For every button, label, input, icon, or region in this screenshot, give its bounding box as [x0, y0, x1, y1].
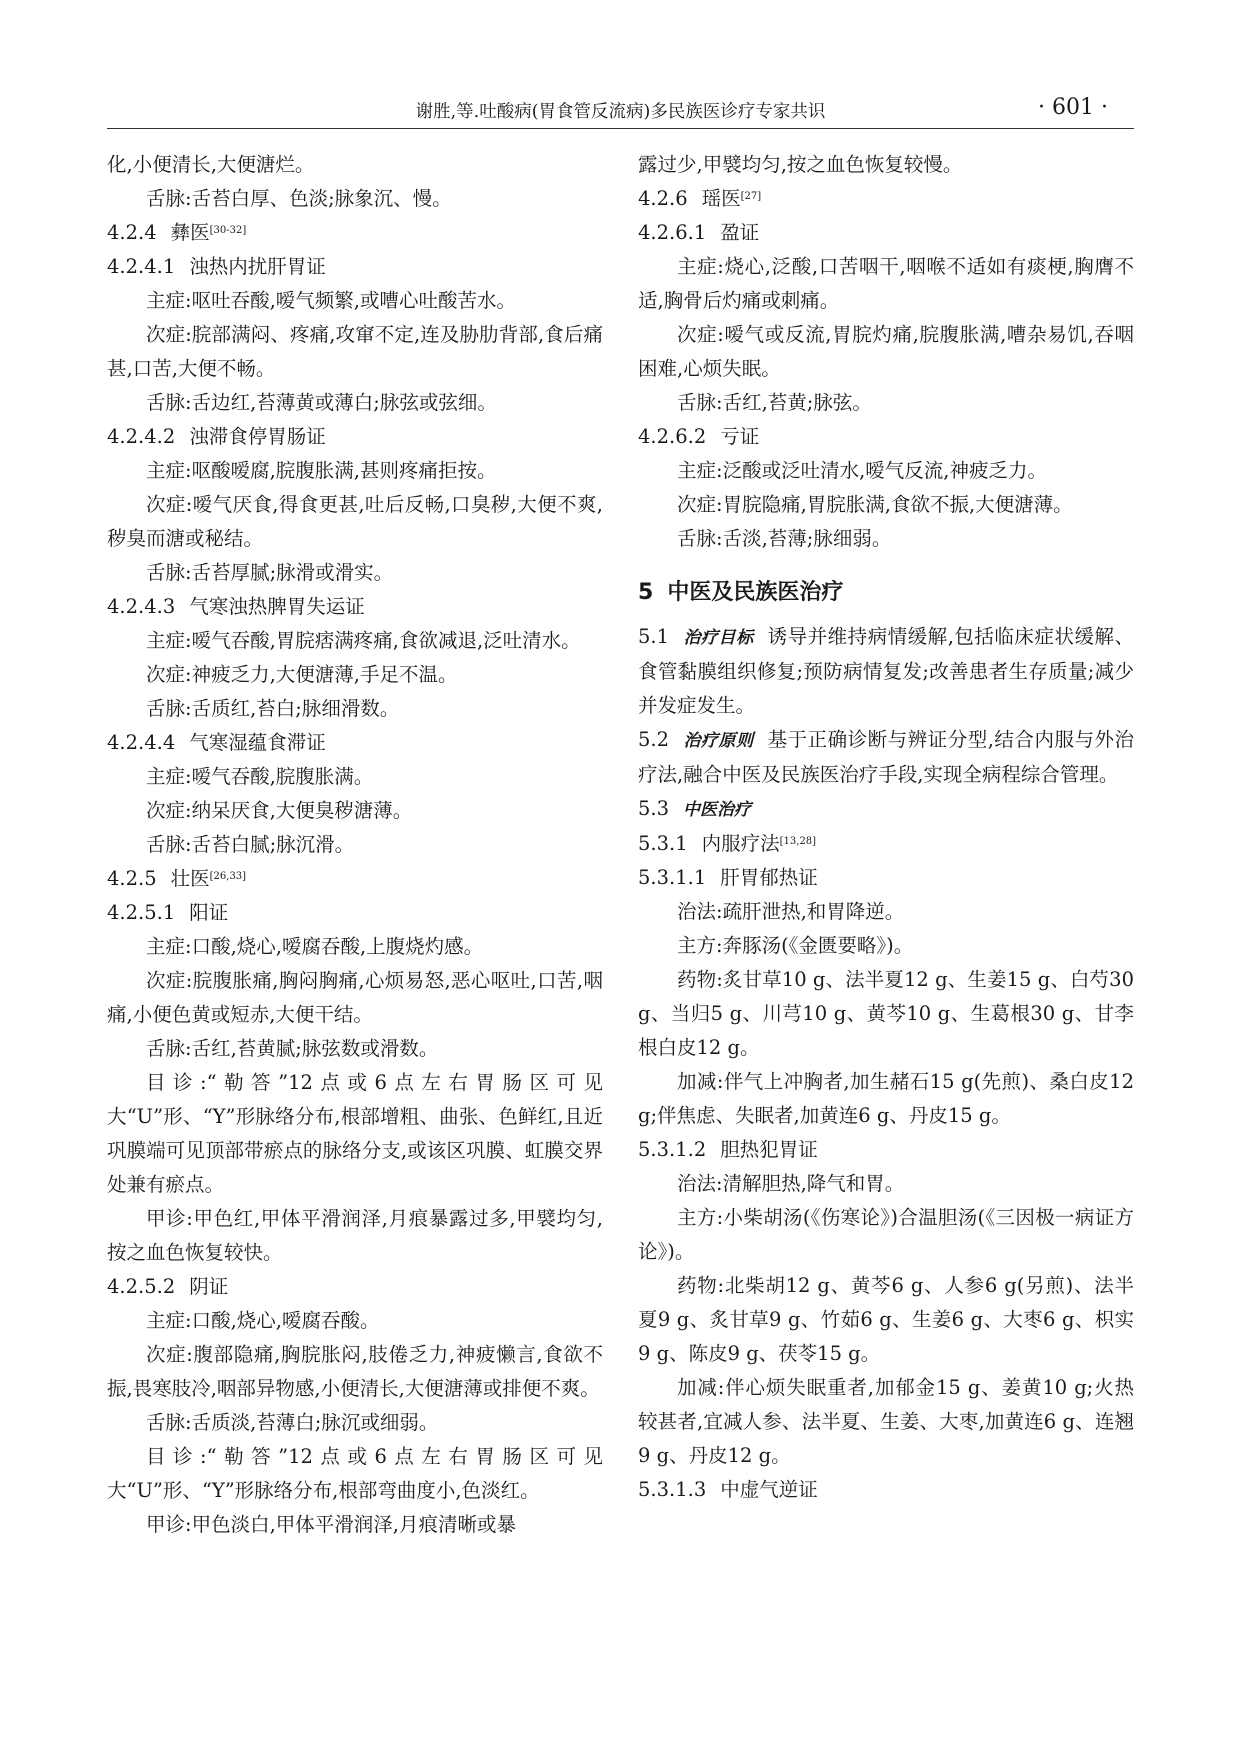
paragraph: 舌脉:舌质淡,苔薄白;脉沉或细弱。 [146, 1411, 439, 1434]
paragraph: 甲诊:甲色淡白,甲体平滑润泽,月痕清晰或暴 [146, 1513, 516, 1536]
subsection-heading [638, 1473, 1134, 1507]
right-column [638, 148, 1134, 1507]
section-number: 4.2.4.1 [107, 255, 176, 278]
section-title: 阴证 [189, 1275, 229, 1298]
section-number: 5.3.1.2 [638, 1138, 707, 1161]
paragraph: 甲诊:甲色红,甲体平滑润泽,月痕暴露过多,甲襞均匀,按之血色恢复较快。 [107, 1207, 603, 1264]
paragraph: 次症:脘部满闷、疼痛,攻窜不定,连及胁肋背部,食后痛甚,口苦,大便不畅。 [107, 323, 603, 380]
section-title: 亏证 [720, 425, 760, 448]
section-number: 4.2.4 [107, 221, 157, 244]
section-title: 中医及民族医治疗 [667, 580, 844, 605]
section-number: 5.3.1.1 [638, 866, 707, 889]
labeled-paragraph [638, 620, 1134, 723]
subsection-heading [638, 182, 1134, 216]
labeled-paragraph [638, 723, 1134, 792]
paragraph-text: 基于正确诊断与辨证分型,结合内服与外治疗法,融合中医及民族医治疗手段,实现全病程综合管理。 [638, 728, 1134, 786]
paragraph: 主症:口酸,烧心,嗳腐吞酸。 [146, 1309, 380, 1332]
subsection-heading [107, 590, 603, 624]
citation: [30-32] [209, 225, 247, 236]
paragraph: 主症:呕酸嗳腐,脘腹胀满,甚则疼痛拒按。 [146, 459, 497, 482]
paragraph-continued: 化,小便清长,大便溏烂。 [107, 153, 315, 176]
paragraph: 治法:疏肝泄热,和胃降逆。 [677, 900, 905, 923]
section-number: 4.2.6 [638, 187, 688, 210]
subsection-heading [638, 827, 1134, 861]
paragraph: 舌脉:舌苔白腻;脉沉滑。 [146, 833, 355, 856]
paragraph: 舌脉:舌质红,苔白;脉细滑数。 [146, 697, 400, 720]
paragraph: 次症:神疲乏力,大便溏薄,手足不温。 [146, 663, 458, 686]
subsection-heading [107, 862, 603, 896]
subsection-heading [107, 420, 603, 454]
left-column [107, 148, 603, 1542]
paragraph: 舌脉:舌红,苔黄;脉弦。 [677, 391, 872, 414]
citation: [27] [740, 191, 762, 202]
paragraph: 次症:嗳气或反流,胃脘灼痛,脘腹胀满,嘈杂易饥,吞咽困难,心烦失眠。 [638, 323, 1134, 380]
section-title: 胆热犯胃证 [720, 1138, 818, 1161]
section-number: 5 [638, 580, 654, 605]
subsection-heading [107, 250, 603, 284]
running-header [107, 92, 1134, 129]
paragraph: 舌脉:舌边红,苔薄黄或薄白;脉弦或弦细。 [146, 391, 497, 414]
section-title: 瑶医 [701, 187, 741, 210]
section-number: 5.1 [638, 625, 670, 648]
subsection-heading [107, 896, 603, 930]
paragraph: 主症:口酸,烧心,嗳腐吞酸,上腹烧灼感。 [146, 935, 484, 958]
section-number: 5.3.1.3 [638, 1478, 707, 1501]
subsection-heading [638, 420, 1134, 454]
section-title: 中虚气逆证 [720, 1478, 818, 1501]
subsection-heading [107, 726, 603, 760]
section-title: 盈证 [720, 221, 760, 244]
paragraph: 加减:伴心烦失眠重者,加郁金15 g、姜黄10 g;火热较甚者,宜减人参、法半夏、生姜、大枣,加黄连6 g、连翘9 g、丹皮12 g。 [638, 1376, 1134, 1467]
paragraph: 次症:脘腹胀痛,胸闷胸痛,心烦易怒,恶心呕吐,口苦,咽痛,小便色黄或短赤,大便干结。 [107, 969, 603, 1026]
section-title: 气寒浊热脾胃失运证 [189, 595, 365, 618]
paragraph: 目诊:“勒答”12点或6点左右胃肠区可见大“U”形、“Y”形脉络分布,根部增粗、曲张、色鲜红,且近巩膜端可见顶部带瘀点的脉络分支,或该区巩膜、虹膜交界处兼有瘀点。 [107, 1071, 603, 1196]
paragraph: 主症:呕吐吞酸,嗳气频繁,或嘈心吐酸苦水。 [146, 289, 516, 312]
section-label: 治疗原则 [683, 731, 754, 751]
paragraph: 次症:腹部隐痛,胸脘胀闷,肢倦乏力,神疲懒言,食欲不振,畏寒肢冷,咽部异物感,小便清长,大便溏薄或排便不爽。 [107, 1343, 603, 1400]
section-number: 4.2.6.1 [638, 221, 707, 244]
paragraph: 主方:小柴胡汤(《伤寒论》)合温胆汤(《三因极一病证方论》)。 [638, 1206, 1134, 1263]
subsection-heading [638, 861, 1134, 895]
section-heading [638, 576, 1134, 610]
paragraph: 药物:北柴胡12 g、黄芩6 g、人参6 g(另煎)、法半夏9 g、炙甘草9 g、竹茹6 g、生姜6 g、大枣6 g、枳实9 g、陈皮9 g、茯苓15 g。 [638, 1274, 1134, 1365]
subsection-heading [638, 216, 1134, 250]
section-number: 4.2.4.2 [107, 425, 176, 448]
section-number: 4.2.4.4 [107, 731, 176, 754]
paragraph: 主症:泛酸或泛吐清水,嗳气反流,神疲乏力。 [677, 459, 1047, 482]
section-number: 5.3.1 [638, 832, 688, 855]
section-number: 4.2.4.3 [107, 595, 176, 618]
citation: [26,33] [209, 871, 247, 882]
paragraph: 次症:胃脘隐痛,胃脘胀满,食欲不振,大便溏薄。 [677, 493, 1073, 516]
section-title: 浊热内扰肝胃证 [189, 255, 326, 278]
section-title: 阳证 [189, 901, 229, 924]
paragraph: 治法:清解胆热,降气和胃。 [677, 1172, 905, 1195]
section-number: 4.2.5.1 [107, 901, 176, 924]
section-title: 内服疗法 [701, 832, 780, 855]
page-number: · 601 · [1038, 95, 1108, 120]
section-number: 5.2 [638, 728, 670, 751]
paragraph: 舌脉:舌红,苔黄腻;脉弦数或滑数。 [146, 1037, 439, 1060]
subsection-heading [107, 1270, 603, 1304]
paragraph: 目诊:“勒答”12点或6点左右胃肠区可见大“U”形、“Y”形脉络分布,根部弯曲度小,色淡红。 [107, 1445, 603, 1502]
paragraph-continued: 露过少,甲襞均匀,按之血色恢复较慢。 [638, 153, 963, 176]
section-title: 气寒湿蕴食滞证 [189, 731, 326, 754]
citation: [13,28] [779, 836, 817, 847]
paragraph: 主方:奔豚汤(《金匮要略》)。 [677, 934, 914, 957]
paragraph: 药物:炙甘草10 g、法半夏12 g、生姜15 g、白芍30 g、当归5 g、川芎10 g、黄芩10 g、生葛根30 g、甘李根白皮12 g。 [638, 968, 1134, 1059]
paragraph: 主症:烧心,泛酸,口苦咽干,咽喉不适如有痰梗,胸膺不适,胸骨后灼痛或刺痛。 [638, 255, 1134, 312]
section-number: 4.2.5 [107, 867, 157, 890]
paragraph: 舌脉:舌淡,苔薄;脉细弱。 [677, 527, 892, 550]
section-title: 肝胃郁热证 [720, 866, 818, 889]
section-number: 4.2.6.2 [638, 425, 707, 448]
paragraph-text: 诱导并维持病情缓解,包括临床症状缓解、食管黏膜组织修复;预防病情复发;改善患者生存质量;减少并发症发生。 [638, 625, 1134, 717]
subsection-heading [638, 1133, 1134, 1167]
section-title: 彝医 [170, 221, 210, 244]
section-title: 壮医 [170, 867, 210, 890]
paragraph: 次症:纳呆厌食,大便臭秽溏薄。 [146, 799, 413, 822]
section-number: 4.2.5.2 [107, 1275, 176, 1298]
paragraph: 主症:嗳气吞酸,胃脘痞满疼痛,食欲减退,泛吐清水。 [146, 629, 581, 652]
paragraph: 次症:嗳气厌食,得食更甚,吐后反畅,口臭秽,大便不爽,秽臭而溏或秘结。 [107, 493, 603, 550]
section-label: 治疗目标 [683, 628, 754, 648]
section-number: 5.3 [638, 797, 670, 820]
section-label: 中医治疗 [683, 800, 752, 820]
paragraph: 舌脉:舌苔白厚、色淡;脉象沉、慢。 [146, 187, 452, 210]
labeled-paragraph [638, 792, 1134, 827]
paragraph: 舌脉:舌苔厚腻;脉滑或滑实。 [146, 561, 394, 584]
paragraph: 主症:嗳气吞酸,脘腹胀满。 [146, 765, 374, 788]
running-title: 谢胜,等.吐酸病(胃食管反流病)多民族医诊疗专家共识 [415, 102, 826, 122]
paragraph: 加减:伴气上冲胸者,加生赭石15 g(先煎)、桑白皮12 g;伴焦虑、失眠者,加黄连6 g、丹皮15 g。 [638, 1070, 1134, 1127]
section-title: 浊滞食停胃肠证 [189, 425, 326, 448]
subsection-heading [107, 216, 603, 250]
